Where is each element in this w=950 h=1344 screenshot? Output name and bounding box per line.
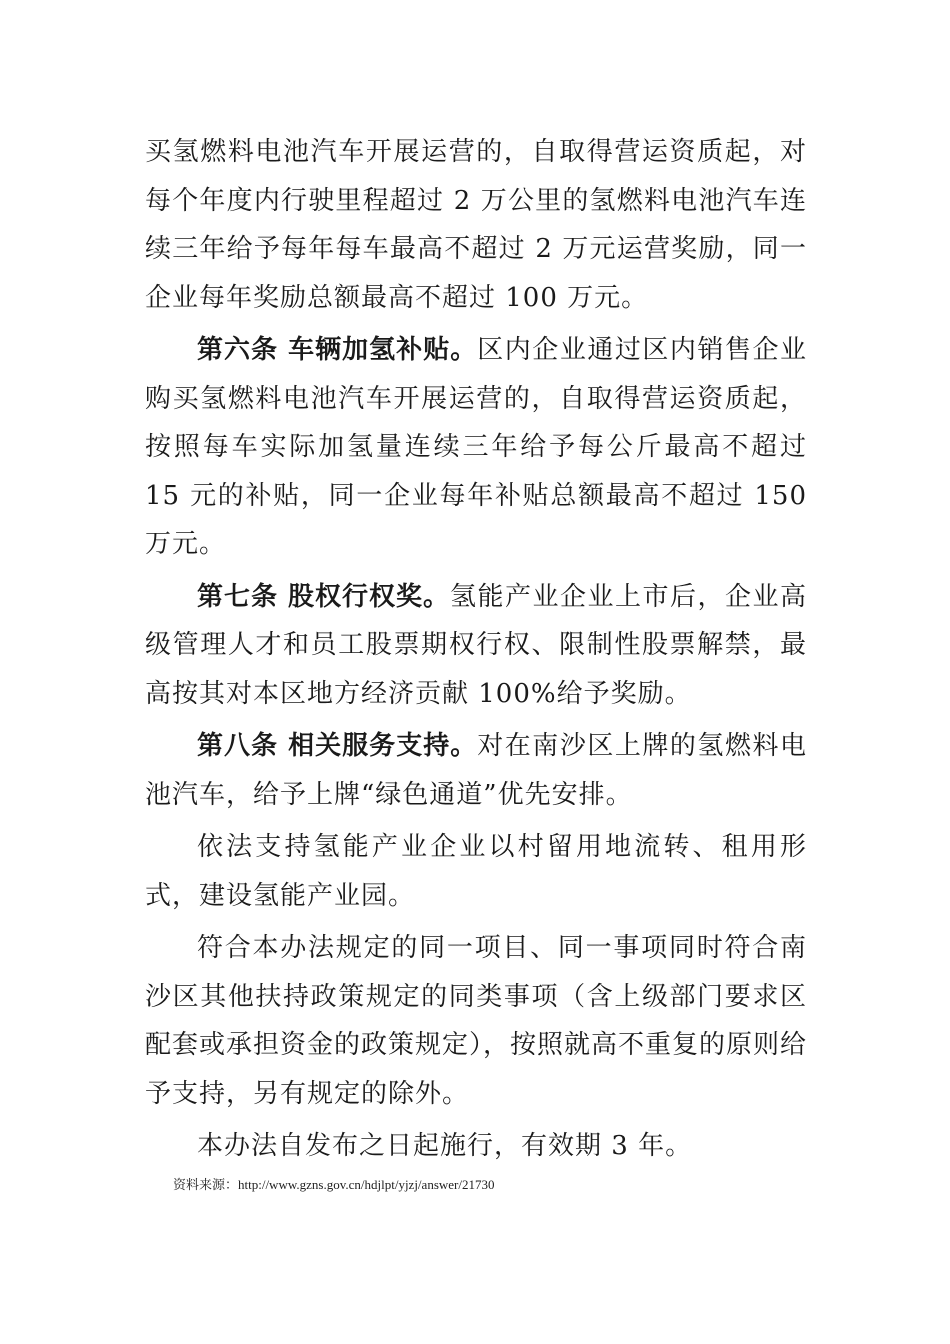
- article-8-title: 第八条 相关服务支持。: [197, 731, 478, 761]
- article-7-body: 氢能产业企业上市后，企业高级管理人才和员工股票期权行权、限制性股票解禁，最高按其对本区地方经济贡献 100%给予奖励。: [145, 581, 807, 709]
- document-body: [145, 128, 807, 1171]
- paragraph-land-support: 依法支持氢能产业企业以村留用地流转、租用形式，建设氢能产业园。: [145, 832, 807, 911]
- article-8: [145, 722, 807, 819]
- paragraph-continuation: 买氢燃料电池汽车开展运营的，自取得营运资质起，对每个年度内行驶里程超过 2 万公里的氢燃料电池汽车连续三年给予每年每车最高不超过 2 万元运营奖励，同一企业每年奖励总额最高不超过 100 万元。: [145, 137, 807, 313]
- article-6-body: 区内企业通过区内销售企业购买氢燃料电池汽车开展运营的，自取得营运资质起，按照每车实际加氢量连续三年给予每公斤最高不超过 15 元的补贴，同一企业每年补贴总额最高不超过 150 万元。: [145, 335, 807, 559]
- source-footnote: 资料来源：http://www.gzns.gov.cn/hdjlpt/yjzj/answer/21730: [173, 1177, 495, 1192]
- paragraph-policy-overlap: 符合本办法规定的同一项目、同一事项同时符合南沙区其他扶持政策规定的同类事项（含上级部门要求区配套或承担资金的政策规定），按照就高不重复的原则给予支持，另有规定的除外。: [145, 933, 808, 1109]
- article-6-title: 第六条 车辆加氢补贴。: [197, 335, 478, 365]
- article-7: [145, 573, 807, 719]
- article-6: [145, 326, 807, 569]
- article-7-title: 第七条 股权行权奖。: [197, 581, 451, 612]
- article-8-body: 对在南沙区上牌的氢燃料电池汽车，给予上牌“绿色通道”优先安排。: [145, 731, 807, 810]
- paragraph-effective-date: 本办法自发布之日起施行，有效期 3 年。: [197, 1131, 693, 1161]
